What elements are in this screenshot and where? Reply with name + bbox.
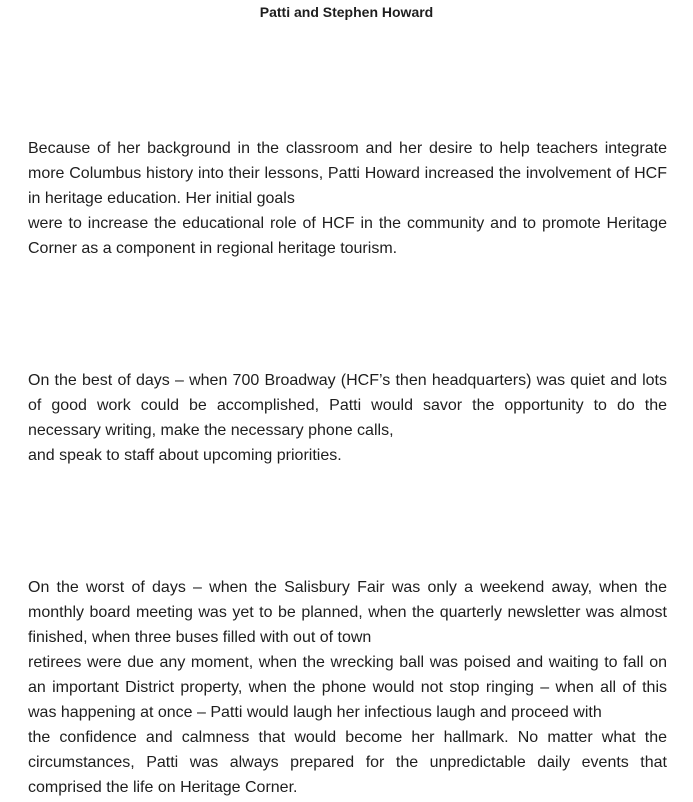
paragraph-line: was happening at once – Patti would laugh her infectious laugh and proceed with: [28, 704, 602, 721]
paragraph-best-of-days: [28, 368, 667, 468]
paragraph-line: monthly board meeting was yet to be planned, when the quarterly newsletter was almost: [28, 604, 667, 621]
paragraph-line: an important District property, when the phone would not stop ringing – when all of this: [28, 679, 667, 696]
paragraph-line: necessary writing, make the necessary phone calls,: [28, 422, 394, 439]
paragraph-line: Corner as a component in regional heritage tourism.: [28, 240, 398, 257]
paragraph-line: more Columbus history into their lessons, Patti Howard increased the involvement of HCF: [28, 165, 667, 182]
paragraph-line: of good work could be accomplished, Patti would savor the opportunity to do the: [28, 397, 667, 414]
paragraph-line: comprised the life on Heritage Corner.: [28, 779, 298, 796]
document-title: Patti and Stephen Howard: [259, 4, 434, 20]
paragraph-line: circumstances, Patti was always prepared for the unpredictable daily events that: [28, 754, 667, 771]
paragraph-line: were to increase the educational role of HCF in the community and to promote Heritage: [28, 215, 667, 232]
paragraph-line: On the best of days – when 700 Broadway (HCF’s then headquarters) was quiet and lots: [28, 372, 667, 389]
paragraph-line: Because of her background in the classroom and her desire to help teachers integrate: [28, 140, 667, 157]
paragraph-line: and speak to staff about upcoming priorities.: [28, 447, 342, 464]
paragraph-line: in heritage education. Her initial goals: [28, 190, 295, 207]
paragraph-heritage-education: [28, 136, 667, 261]
paragraph-line: finished, when three buses filled with out of town: [28, 629, 372, 646]
paragraph-line: retirees were due any moment, when the wrecking ball was poised and waiting to fall on: [28, 654, 667, 671]
paragraph-line: On the worst of days – when the Salisbury Fair was only a weekend away, when the: [28, 579, 667, 596]
paragraph-worst-of-days: [28, 575, 667, 800]
paragraph-line: the confidence and calmness that would become her hallmark. No matter what the: [28, 729, 667, 746]
